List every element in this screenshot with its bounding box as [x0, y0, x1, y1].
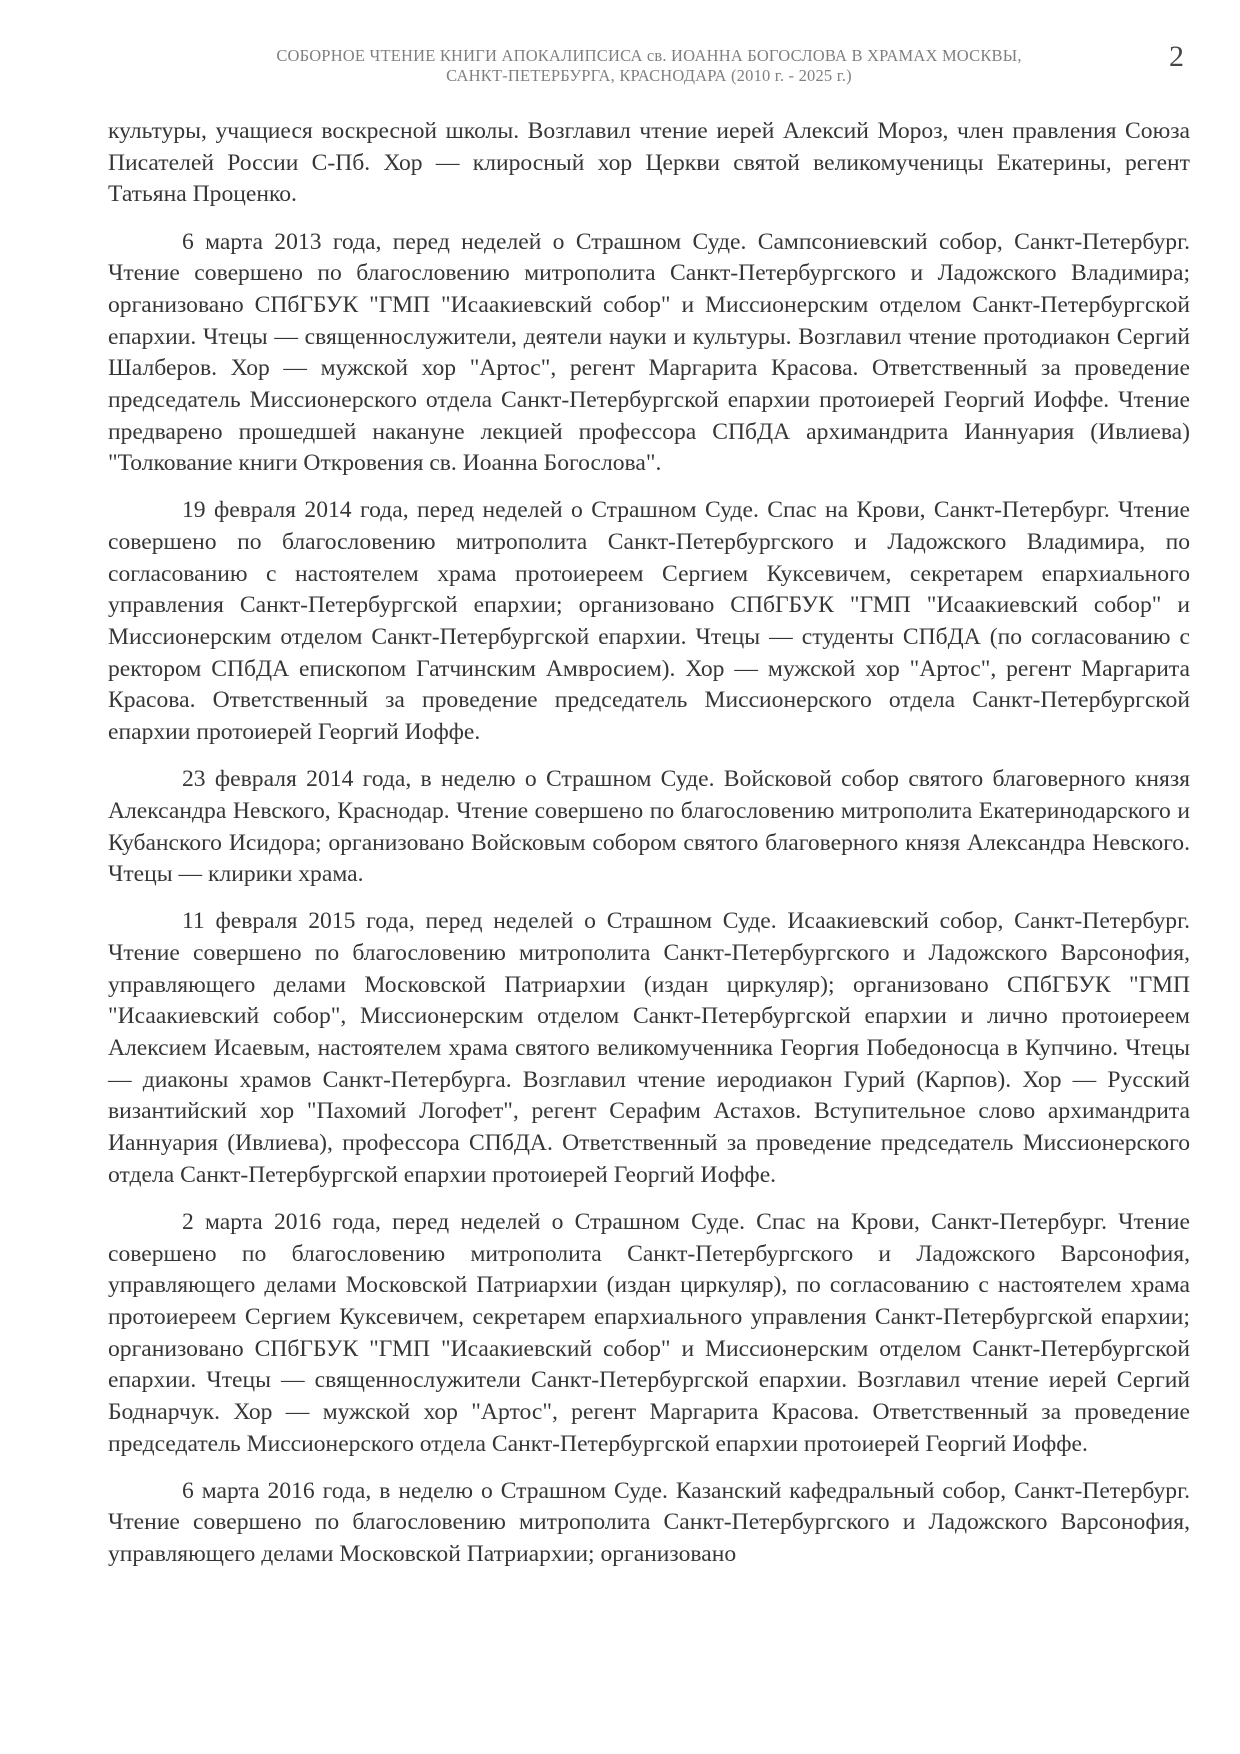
paragraph-2016-03-02: 2 марта 2016 года, перед неделей о Страшном Суде. Спас на Крови, Санкт-Петербург. Чтение совершено по благословению митрополита Санкт-Петербургского и Ладожского Варсонофия, управляющего делами Московской Патриархии (издан циркуляр), по согласованию с настоятелем храма протоиереем Сергием Куксевичем, секретарем епархиального управления Санкт-Петербургской епархии; организовано СПбГБУК "ГМП "Исаакиевский собор" и Миссионерским отделом Санкт-Петербургской епархии. Чтецы — священнослужители Санкт-Петербургской епархии. Возглавил чтение иерей Сергий Боднарчук. Хор — мужской хор "Артос", регент Маргарита Красова. Ответственный за проведение председатель Миссионерского отдела Санкт-Петербургской епархии протоиерей Георгий Иоффе. [108, 1208, 1190, 1457]
page-number: 2 [1169, 40, 1184, 73]
running-header [108, 46, 1190, 86]
paragraph-2014-02-23: 23 февраля 2014 года, в неделю о Страшном Суде. Войсковой собор святого благоверного князя Александра Невского, Краснодар. Чтение совершено по благословению митрополита Екатеринодарского и Кубанского Исидора; организовано Войсковым собором святого благоверного князя Александра Невского. Чтецы — клирики храма. [108, 766, 1190, 888]
paragraph-2014-02-19: 19 февраля 2014 года, перед неделей о Страшном Суде. Спас на Крови, Санкт-Петербург. Чтение совершено по благословению митрополита Санкт-Петербургского и Ладожского Владимира, по согласованию с настоятелем храма протоиереем Сергием Куксевичем, секретарем епархиального управления Санкт-Петербургской епархии; организовано СПбГБУК "ГМП "Исаакиевский собор" и Миссионерским отделом Санкт-Петербургской епархии. Чтецы — студенты СПбДА (по согласованию с ректором СПбДА епископом Гатчинским Амвросием). Хор — мужской хор "Артос", регент Маргарита Красова. Ответственный за проведение председатель Миссионерского отдела Санкт-Петербургской епархии протоиерей Георгий Иоффе. [108, 497, 1190, 745]
document-body [108, 116, 1190, 1586]
paragraph-2015-02-11: 11 февраля 2015 года, перед неделей о Страшном Суде. Исаакиевский собор, Санкт-Петербург. Чтение совершено по благословению митрополита Санкт-Петербургского и Ладожского Варсонофия, управляющего делами Московской Патриархии (издан циркуляр); организовано СПбГБУК "ГМП "Исаакиевский собор", Миссионерским отделом Санкт-Петербургской епархии и лично протоиереем Алексием Исаевым, настоятелем храма святого великомученника Георгия Победоносца в Купчино. Чтецы — диаконы храмов Санкт-Петербурга. Возглавил чтение иеродиакон Гурий (Карпов). Хор — Русский византийский хор "Пахомий Логофет", регент Серафим Астахов. Вступительное слово архимандрита Ианнуария (Ивлиева), профессора СПбДА. Ответственный за проведение председатель Миссионерского отдела Санкт-Петербургской епархии протоиерей Георгий Иоффе. [108, 908, 1190, 1188]
paragraph-2016-03-06: 6 марта 2016 года, в неделю о Страшном Суде. Казанский кафедральный собор, Санкт-Петербург. Чтение совершено по благословению митрополита Санкт-Петербургского и Ладожского Варсонофия, управляющего делами Московской Патриархии; организовано [108, 1477, 1190, 1568]
paragraph-continuation: культуры, учащиеся воскресной школы. Возглавил чтение иерей Алексий Мороз, член правления Союза Писателей России С-Пб. Хор — клиросный хор Церкви святой великомученицы Екатерины, регент Татьяна Проценко. [108, 118, 1190, 208]
running-header-line-1: СОБОРНОЕ ЧТЕНИЕ КНИГИ АПОКАЛИПСИСА св. ИОАННА БОГОСЛОВА В ХРАМАХ МОСКВЫ, [276, 46, 1022, 65]
paragraph-2013-03-06: 6 марта 2013 года, перед неделей о Страшном Суде. Сампсониевский собор, Санкт-Петербург. Чтение совершено по благословению митрополита Санкт-Петербургского и Ладожского Владимира; организовано СПбГБУК "ГМП "Исаакиевский собор" и Миссионерским отделом Санкт-Петербургской епархии. Чтецы — священнослужители, деятели науки и культуры. Возглавил чтение протодиакон Сергий Шалберов. Хор — мужской хор "Артос", регент Маргарита Красова. Ответственный за проведение председатель Миссионерского отдела Санкт-Петербургской епархии протоиерей Георгий Иоффе. Чтение предварено прошедшей накануне лекцией профессора СПбДА архимандрита Ианнуария (Ивлиева) "Толкование книги Откровения св. Иоанна Богослова". [108, 228, 1190, 477]
running-header-line-2: САНКТ-ПЕТЕРБУРГА, КРАСНОДАРА (2010 г. - 2025 г.) [446, 66, 852, 85]
